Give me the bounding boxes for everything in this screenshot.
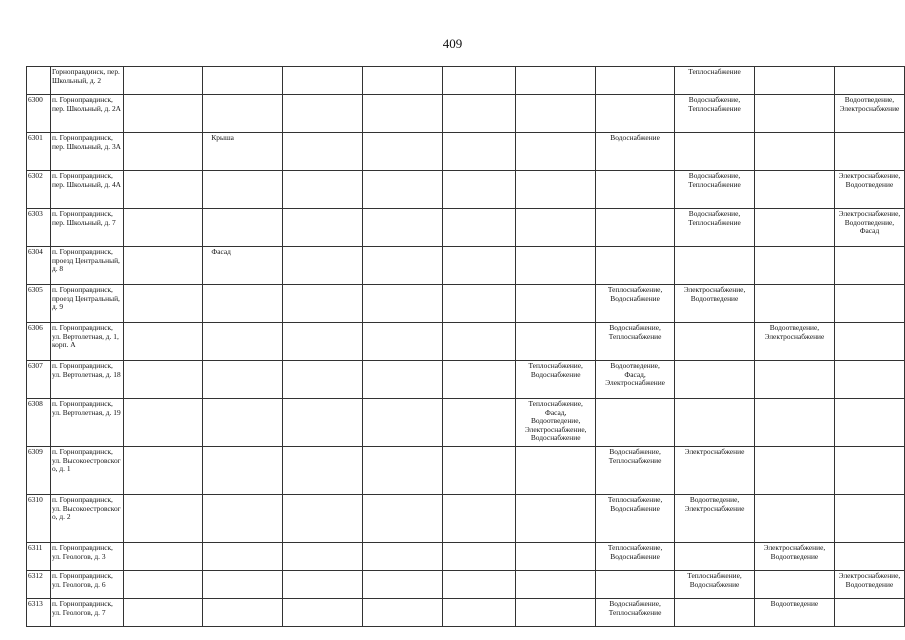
work-cell <box>516 95 596 133</box>
work-cell <box>362 209 442 247</box>
work-cell <box>123 399 203 447</box>
address-cell: п. Горноправдинск, проезд Центральный, д. 8 <box>50 247 123 285</box>
work-cell <box>596 209 675 247</box>
work-cell <box>754 95 834 133</box>
work-cell <box>442 543 516 571</box>
work-cell <box>362 285 442 323</box>
work-cell <box>203 209 283 247</box>
work-cell <box>442 571 516 599</box>
work-cell <box>203 543 283 571</box>
address-cell: п. Горноправдинск, проезд Центральный, д. 9 <box>50 285 123 323</box>
work-cell: Электроснабжение <box>675 447 755 495</box>
work-cell <box>442 67 516 95</box>
work-cell <box>362 599 442 627</box>
work-cell <box>362 361 442 399</box>
address-cell: п. Горноправдинск, ул. Геологов, д. 7 <box>50 599 123 627</box>
table-row <box>27 95 905 133</box>
table-row <box>27 495 905 543</box>
work-cell: Водоотведение, Фасад, Электроснабжение <box>596 361 675 399</box>
row-number: 6308 <box>27 399 51 447</box>
work-cell: Водоотведение, Электроснабжение <box>675 495 755 543</box>
work-cell: Электроснабжение, Водоотведение, Фасад <box>834 209 904 247</box>
row-number: 6306 <box>27 323 51 361</box>
work-cell <box>123 495 203 543</box>
work-cell <box>283 209 363 247</box>
work-cell <box>516 543 596 571</box>
table-row <box>27 543 905 571</box>
work-cell <box>516 247 596 285</box>
work-cell <box>754 447 834 495</box>
work-cell <box>516 285 596 323</box>
work-cell: Водоснабжение <box>596 133 675 171</box>
work-cell <box>123 95 203 133</box>
row-number: 6305 <box>27 285 51 323</box>
work-cell <box>362 571 442 599</box>
work-cell <box>442 209 516 247</box>
work-cell <box>362 495 442 543</box>
work-cell <box>283 447 363 495</box>
work-cell <box>203 495 283 543</box>
work-cell: Теплоснабжение, Водоснабжение <box>596 495 675 543</box>
work-cell <box>203 171 283 209</box>
work-cell <box>123 361 203 399</box>
work-cell <box>362 67 442 95</box>
work-cell <box>203 571 283 599</box>
work-cell <box>675 361 755 399</box>
row-number: 6301 <box>27 133 51 171</box>
address-cell: п. Горноправдинск, ул. Геологов, д. 3 <box>50 543 123 571</box>
work-cell <box>123 447 203 495</box>
work-cell <box>283 247 363 285</box>
work-cell <box>834 447 904 495</box>
work-cell <box>596 67 675 95</box>
work-cell <box>283 399 363 447</box>
address-cell: п. Горноправдинск, ул. Вертолетная, д. 19 <box>50 399 123 447</box>
work-cell <box>754 171 834 209</box>
work-cell <box>516 495 596 543</box>
address-cell: п. Горноправдинск, пер. Школьный, д. 7 <box>50 209 123 247</box>
table-row <box>27 599 905 627</box>
address-cell: Горноправдинск, пер. Школьный, д. 2 <box>50 67 123 95</box>
table-row <box>27 247 905 285</box>
work-cell <box>203 323 283 361</box>
work-cell <box>754 247 834 285</box>
work-cell <box>516 209 596 247</box>
address-cell: п. Горноправдинск, пер. Школьный, д. 3А <box>50 133 123 171</box>
work-cell: Теплоснабжение, Водоснабжение <box>596 543 675 571</box>
table-row <box>27 171 905 209</box>
work-cell <box>123 171 203 209</box>
address-cell: п. Горноправдинск, ул. Вертолетная, д. 1, корп. А <box>50 323 123 361</box>
work-cell <box>362 95 442 133</box>
work-cell <box>283 285 363 323</box>
work-cell <box>442 599 516 627</box>
work-cell <box>516 133 596 171</box>
work-cell <box>203 599 283 627</box>
work-cell <box>283 171 363 209</box>
work-cell <box>675 133 755 171</box>
work-cell <box>442 171 516 209</box>
row-number: 6310 <box>27 495 51 543</box>
work-cell: Водоснабжение, Теплоснабжение <box>675 209 755 247</box>
work-cell <box>362 171 442 209</box>
work-cell <box>362 399 442 447</box>
work-cell <box>442 285 516 323</box>
address-cell: п. Горноправдинск, ул. Высокоестровског о, д. 2 <box>50 495 123 543</box>
work-cell <box>516 171 596 209</box>
address-cell: п. Горноправдинск, пер. Школьный, д. 2А <box>50 95 123 133</box>
work-cell <box>516 571 596 599</box>
work-cell <box>596 171 675 209</box>
row-number: 6302 <box>27 171 51 209</box>
work-cell <box>596 95 675 133</box>
work-cell <box>754 285 834 323</box>
work-cell <box>834 247 904 285</box>
work-cell <box>442 447 516 495</box>
table-row <box>27 285 905 323</box>
work-cell <box>123 571 203 599</box>
work-cell <box>283 571 363 599</box>
work-cell <box>123 247 203 285</box>
work-cell <box>203 399 283 447</box>
work-cell: Крыша <box>203 133 283 171</box>
work-cell <box>123 543 203 571</box>
row-number: 6311 <box>27 543 51 571</box>
work-cell <box>834 543 904 571</box>
work-cell <box>754 133 834 171</box>
row-number: 6313 <box>27 599 51 627</box>
work-cell: Теплоснабжение <box>675 67 755 95</box>
table-body <box>27 67 905 627</box>
work-cell <box>283 95 363 133</box>
work-cell <box>283 133 363 171</box>
work-cell <box>442 323 516 361</box>
work-cell: Теплоснабжение, Фасад, Водоотведение, Электроснабжение, Водоснабжение <box>516 399 596 447</box>
row-number: 6300 <box>27 95 51 133</box>
work-cell: Фасад <box>203 247 283 285</box>
row-number: 6307 <box>27 361 51 399</box>
address-cell: п. Горноправдинск, пер. Школьный, д. 4А <box>50 171 123 209</box>
work-cell <box>516 599 596 627</box>
work-cell <box>754 571 834 599</box>
work-cell <box>834 133 904 171</box>
work-cell <box>203 285 283 323</box>
repair-schedule-table <box>26 66 905 627</box>
work-cell <box>283 543 363 571</box>
work-cell <box>516 323 596 361</box>
work-cell: Электроснабжение, Водоотведение <box>754 543 834 571</box>
work-cell <box>754 399 834 447</box>
table-row <box>27 361 905 399</box>
work-cell <box>834 599 904 627</box>
work-cell: Водоснабжение, Теплоснабжение <box>596 323 675 361</box>
work-cell <box>754 67 834 95</box>
work-cell <box>516 447 596 495</box>
work-cell <box>203 447 283 495</box>
work-cell <box>834 361 904 399</box>
work-cell: Водоотведение, Электроснабжение <box>834 95 904 133</box>
work-cell <box>834 67 904 95</box>
work-cell <box>596 399 675 447</box>
address-cell: п. Горноправдинск, ул. Высокоестровског о, д. 1 <box>50 447 123 495</box>
work-cell: Теплоснабжение, Водоснабжение <box>596 285 675 323</box>
work-cell <box>283 323 363 361</box>
work-cell <box>675 399 755 447</box>
work-cell: Водоснабжение, Теплоснабжение <box>675 171 755 209</box>
work-cell <box>675 543 755 571</box>
row-number: 6312 <box>27 571 51 599</box>
work-cell <box>123 209 203 247</box>
table-row <box>27 67 905 95</box>
table-row <box>27 323 905 361</box>
work-cell <box>834 399 904 447</box>
work-cell: Водоснабжение, Теплоснабжение <box>675 95 755 133</box>
work-cell <box>283 361 363 399</box>
work-cell <box>123 285 203 323</box>
work-cell <box>123 67 203 95</box>
work-cell <box>442 361 516 399</box>
work-cell <box>596 247 675 285</box>
work-cell <box>362 133 442 171</box>
work-cell <box>283 599 363 627</box>
work-cell <box>362 543 442 571</box>
work-cell <box>675 247 755 285</box>
work-cell <box>516 67 596 95</box>
table-row <box>27 209 905 247</box>
table-row <box>27 571 905 599</box>
work-cell <box>362 323 442 361</box>
work-cell <box>675 599 755 627</box>
work-cell <box>203 361 283 399</box>
work-cell: Электроснабжение, Водоотведение <box>834 171 904 209</box>
row-number <box>27 67 51 95</box>
table-row <box>27 399 905 447</box>
work-cell <box>123 323 203 361</box>
work-cell <box>203 67 283 95</box>
work-cell: Водоснабжение, Теплоснабжение <box>596 447 675 495</box>
work-cell <box>362 247 442 285</box>
work-cell <box>596 571 675 599</box>
work-cell <box>754 495 834 543</box>
work-cell: Водоотведение, Электроснабжение <box>754 323 834 361</box>
work-cell <box>834 323 904 361</box>
work-cell <box>442 247 516 285</box>
work-cell: Электроснабжение, Водоотведение <box>675 285 755 323</box>
work-cell <box>675 323 755 361</box>
work-cell <box>754 361 834 399</box>
table-row <box>27 447 905 495</box>
work-cell: Водоснабжение, Теплоснабжение <box>596 599 675 627</box>
work-cell <box>834 495 904 543</box>
page-number: 409 <box>442 36 463 51</box>
table-row <box>27 133 905 171</box>
work-cell <box>283 495 363 543</box>
work-cell: Водоотведение <box>754 599 834 627</box>
work-cell <box>123 599 203 627</box>
work-cell <box>834 285 904 323</box>
address-cell: п. Горноправдинск, ул. Геологов, д. 6 <box>50 571 123 599</box>
work-cell <box>203 95 283 133</box>
work-cell <box>754 209 834 247</box>
address-cell: п. Горноправдинск, ул. Вертолетная, д. 18 <box>50 361 123 399</box>
work-cell: Электроснабжение, Водоотведение <box>834 571 904 599</box>
work-cell: Теплоснабжение, Водоснабжение <box>516 361 596 399</box>
work-cell: Теплоснабжение, Водоснабжение <box>675 571 755 599</box>
work-cell <box>442 399 516 447</box>
work-cell <box>123 133 203 171</box>
work-cell <box>362 447 442 495</box>
work-cell <box>442 133 516 171</box>
row-number: 6304 <box>27 247 51 285</box>
row-number: 6303 <box>27 209 51 247</box>
work-cell <box>442 495 516 543</box>
row-number: 6309 <box>27 447 51 495</box>
work-cell <box>283 67 363 95</box>
work-cell <box>442 95 516 133</box>
